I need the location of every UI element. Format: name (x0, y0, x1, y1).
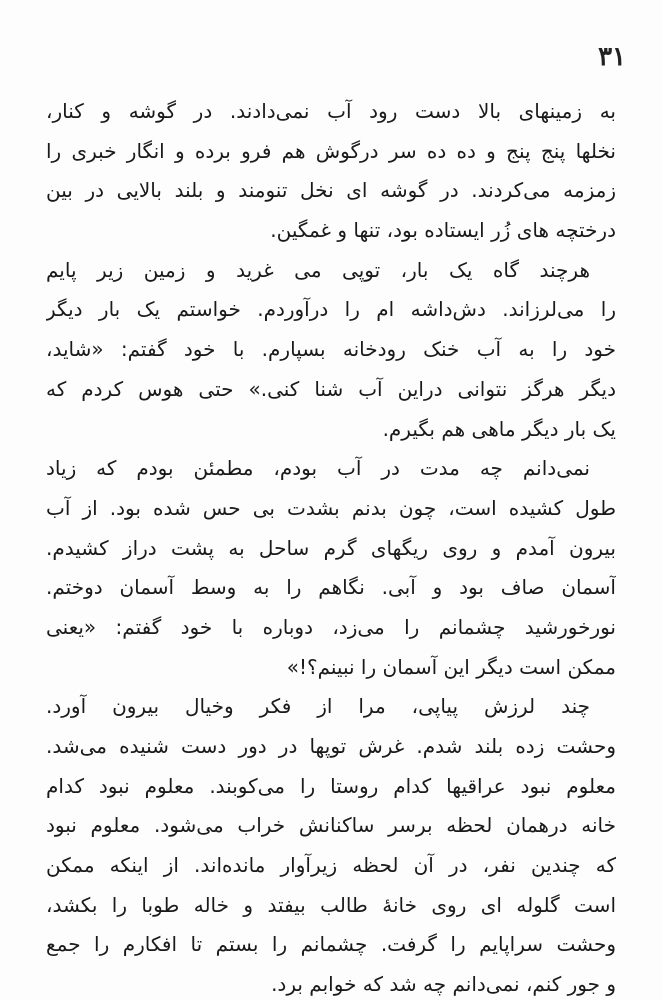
text-line: دیگر هرگز نتوانی دراین آب شنا کنی.» حتی هوس کردم که (46, 376, 616, 401)
paragraph-1 (46, 92, 616, 251)
text-line: را می‌لرزاند. دش‌داشه ام را درآوردم. خواستم یک بار دیگر (46, 297, 616, 322)
text-line: بیرون آمدم و روی ریگهای گرم ساحل به پشت دراز کشیدم. (46, 535, 616, 560)
text-line: خود را به آب خنک رودخانه بسپارم. با خود گفتم: «شاید، (46, 337, 616, 362)
text-line: آسمان صاف بود و آبی. نگاهم را به وسط آسمان دوختم. (46, 575, 616, 600)
paragraph-2 (46, 251, 616, 449)
text-line: که چندین نفر، در آن لحظه زیرآوار مانده‌اند. از اینکه ممکن (46, 853, 616, 878)
text-line: هرچند گاه یک بار، توپی می غرید و زمین زیر پایم (46, 257, 590, 282)
text-line: ممکن است دیگر این آسمان را نبینم؟!» (286, 654, 616, 679)
text-line: به زمینهای بالا دست رود آب نمی‌دادند. در گوشه و کنار، (46, 99, 616, 123)
text-line: است گلوله ای روی خانهٔ طالب بیفتد و خاله طوبا را بکشد، (46, 892, 616, 917)
paragraph-3 (46, 449, 616, 687)
text-line: زمزمه می‌کردند. در گوشه ای نخل تنومند و بلند بالایی در بین (46, 178, 616, 203)
text-line: چند لرزش پیاپی، مرا از فکر وخیال بیرون آورد. (46, 694, 590, 719)
text-line: وحشت سراپایم را گرفت. چشمانم را بستم تا افکارم را جمع (46, 932, 616, 957)
text-line: معلوم نبود عراقیها کدام روستا را می‌کوبند. معلوم نبود کدام (46, 773, 616, 798)
text-line: نمی‌دانم چه مدت در آب بودم، مطمئن بودم که زیاد (46, 456, 590, 481)
text-line: خانه درهمان لحظه برسر ساکنانش خراب می‌شود. معلوم نبود (46, 813, 616, 838)
text-line: و جور کنم، نمی‌دانم چه شد که خوابم برد. (271, 972, 616, 997)
text-line: درختچه های زُر ایستاده بود، تنها و غمگین. (270, 218, 616, 243)
text-line: وحشت زده بلند شدم. غرش توپها در دور دست شنیده می‌شد. (46, 734, 616, 758)
text-line: نورخورشید چشمانم را می‌زد، دوباره با خود گفتم: «یعنی (46, 614, 616, 639)
text-line: یک بار دیگر ماهی هم بگیرم. (382, 416, 616, 441)
text-line: نخلها پنج پنج و ده ده سر درگوش هم فرو برده و انگار خبری را (46, 138, 616, 163)
text-line: طول کشیده است، چون بدنم بشدت بی حس شده بود. از آب (46, 495, 616, 520)
page-number: ۳۱ (598, 42, 626, 72)
body-text (46, 92, 616, 1005)
paragraph-4 (46, 687, 616, 1005)
